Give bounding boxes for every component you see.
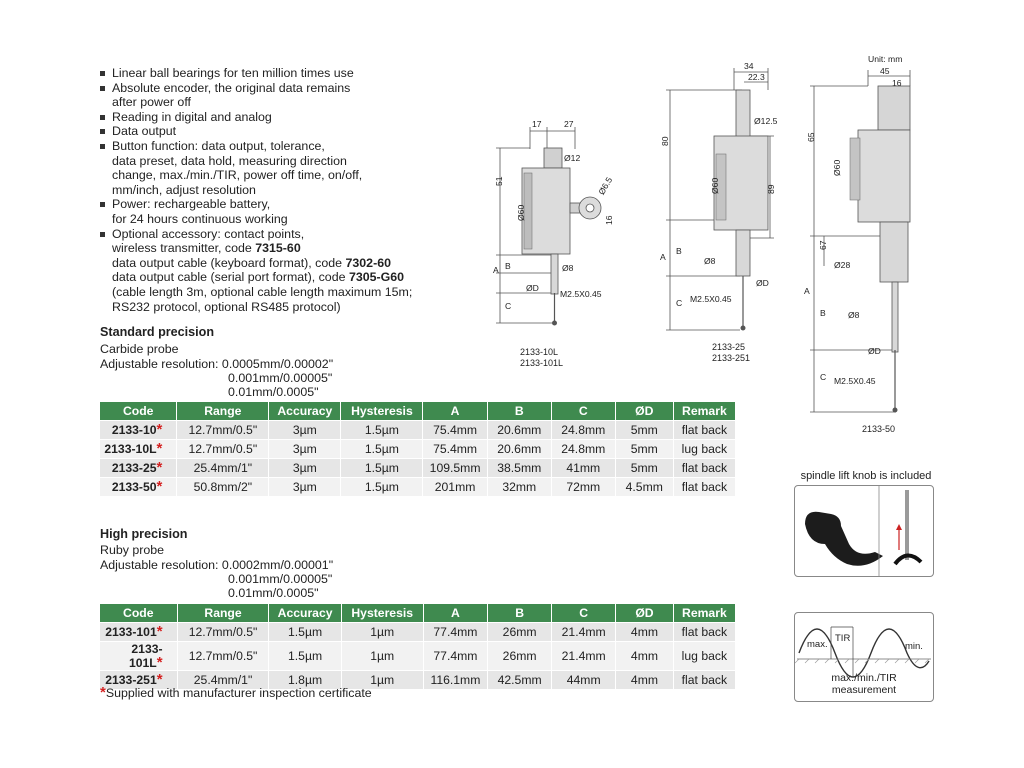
certificate-star: * — [156, 478, 163, 495]
d3-dim-dia60: Ø60 — [832, 159, 842, 176]
table-header-cell: B — [488, 604, 552, 623]
d2-caption-2: 2133-251 — [712, 353, 751, 363]
d3-dim-c: C — [820, 372, 827, 382]
table-cell: 44mm — [552, 671, 616, 690]
standard-resolution-1: 0.0005mm/0.00002" — [221, 357, 334, 371]
high-resolution — [100, 558, 333, 572]
table-cell: 12.7mm/0.5" — [177, 623, 269, 642]
table-cell-code — [100, 421, 177, 440]
d3-dim-thread: M2.5X0.45 — [834, 376, 876, 386]
d2-dim-dia8: Ø8 — [704, 256, 716, 266]
certificate-star: * — [156, 459, 163, 476]
table-cell: 20.6mm — [487, 421, 551, 440]
tir-label: TIR — [835, 633, 851, 644]
table-cell: 24.8mm — [551, 421, 615, 440]
d3-dim-dia28: Ø28 — [834, 260, 851, 270]
table-row — [100, 623, 736, 642]
table-header-cell: Code — [100, 402, 177, 421]
accessory-line2: wireless transmitter, code — [112, 241, 256, 256]
table-cell: 1µm — [341, 671, 423, 690]
code-text: 2133-101L — [128, 642, 163, 670]
d3-dim-a: A — [804, 286, 810, 296]
table-header-cell: Remark — [673, 402, 735, 421]
table-cell: 21.4mm — [552, 623, 616, 642]
d1-dim-a: A — [493, 265, 499, 275]
d1-dim-b: B — [505, 261, 511, 271]
table-cell: lug back — [673, 440, 735, 459]
table-cell: 1µm — [341, 642, 423, 671]
d2-dim-dia125: Ø12.5 — [754, 116, 778, 126]
d3-dim-d: ØD — [868, 346, 881, 356]
d1-caption-1: 2133-10L — [520, 347, 559, 357]
feature-line: Absolute encoder, the original data remains — [112, 80, 351, 95]
table-cell: flat back — [673, 623, 735, 642]
high-probe: Ruby probe — [100, 543, 165, 557]
code-text: 2133-10L — [104, 442, 157, 456]
d3-dim-h1: 65 — [806, 132, 816, 142]
high-resolution-2: 0.001mm/0.00005" — [228, 572, 333, 586]
table-header-cell: Range — [177, 402, 269, 421]
table-cell: 12.7mm/0.5" — [177, 440, 269, 459]
table-cell-code — [100, 623, 177, 642]
table-cell: 4.5mm — [615, 478, 673, 497]
standard-resolution-label: Adjustable resolution: — [100, 357, 222, 371]
table-header-cell: Code — [100, 604, 177, 623]
table-cell: 1.5µm — [269, 642, 341, 671]
table-row — [100, 421, 736, 440]
d2-dim-a: A — [660, 252, 666, 262]
tir-illustration — [795, 613, 933, 701]
code-text: 2133-25 — [111, 461, 157, 475]
table-cell: 42.5mm — [488, 671, 552, 690]
table-row — [100, 459, 736, 478]
d3-unit: Unit: mm — [868, 54, 903, 64]
high-resolution-1: 0.0002mm/0.00001" — [221, 558, 334, 572]
d2-dim-c: C — [676, 298, 683, 308]
table-cell: 1.5µm — [341, 421, 423, 440]
table-header-cell: Range — [177, 604, 269, 623]
table-cell: 25.4mm/1" — [177, 459, 269, 478]
d1-dim-w2: 27 — [564, 119, 574, 129]
d2-dim-d: ØD — [756, 278, 769, 288]
feature-item — [98, 139, 488, 197]
feature-list — [98, 66, 488, 314]
table-row — [100, 440, 736, 459]
feature-item — [98, 81, 488, 110]
table-cell: 3µm — [269, 459, 341, 478]
feature-line: Power: rechargeable battery, — [112, 197, 271, 212]
d2-dim-h2: 89 — [766, 184, 776, 194]
d1-dim-h: 51 — [494, 176, 504, 186]
table-cell: 1.5µm — [341, 459, 423, 478]
standard-precision-title: Standard precision — [100, 325, 215, 339]
table-cell: 75.4mm — [423, 421, 487, 440]
accessory-code-wireless: 7315-60 — [255, 241, 301, 256]
knob-panel — [794, 485, 934, 577]
certificate-star: * — [156, 654, 163, 671]
feature-line: mm/inch, adjust resolution — [112, 182, 256, 197]
d2-dim-b: B — [676, 246, 682, 256]
table-cell: 1.5µm — [341, 478, 423, 497]
table-cell: 109.5mm — [423, 459, 487, 478]
table-cell-code — [100, 440, 177, 459]
table-cell: 12.7mm/0.5" — [177, 421, 269, 440]
d3-dim-b: B — [820, 308, 826, 318]
d1-dim-h16: 16 — [604, 215, 614, 225]
d1-dim-w1: 17 — [532, 119, 542, 129]
d1-dim-dia60: Ø60 — [516, 204, 526, 221]
drawing-2133-50 — [800, 50, 920, 435]
certificate-star: * — [156, 623, 163, 640]
table-cell: 25.4mm/1" — [177, 671, 269, 690]
table-header-cell: A — [423, 402, 487, 421]
table-header-cell: ØD — [615, 402, 673, 421]
d2-dim-w1: 34 — [744, 61, 754, 71]
d1-dim-dia12: Ø12 — [564, 153, 581, 163]
code-text: 2133-101 — [105, 625, 157, 639]
table-cell: flat back — [673, 421, 735, 440]
accessory-line4: data output cable (serial port format), code — [112, 270, 349, 285]
high-spec-table — [100, 604, 736, 689]
table-cell: 3µm — [269, 440, 341, 459]
feature-line: Reading in digital and analog — [112, 109, 272, 124]
accessory-line6: RS232 protocol, optional RS485 protocol) — [112, 299, 341, 314]
table-cell: 38.5mm — [487, 459, 551, 478]
table-cell: flat back — [673, 478, 735, 497]
table-cell: 4mm — [616, 642, 674, 671]
high-resolution-label: Adjustable resolution: — [100, 558, 222, 572]
d3-dim-w2: 16 — [892, 78, 902, 88]
table-cell: 26mm — [488, 642, 552, 671]
knob-panel-title: spindle lift knob is included — [800, 470, 932, 482]
table-cell: 41mm — [551, 459, 615, 478]
code-text: 2133-10 — [111, 423, 157, 437]
certificate-star: * — [156, 671, 163, 688]
table-cell: 201mm — [423, 478, 487, 497]
certificate-star: * — [156, 440, 163, 457]
certificate-star: * — [156, 421, 163, 438]
tir-caption-1: max./min./TIR — [831, 672, 897, 684]
standard-probe: Carbide probe — [100, 342, 179, 356]
table-cell: 50.8mm/2" — [177, 478, 269, 497]
table-cell: 12.7mm/0.5" — [177, 642, 269, 671]
feature-line: Button function: data output, tolerance, — [112, 138, 325, 153]
footnote — [100, 686, 372, 700]
d3-dim-dia8: Ø8 — [848, 310, 860, 320]
tir-caption-2: measurement — [831, 684, 897, 696]
d2-caption-1: 2133-25 — [712, 342, 746, 352]
table-cell: 32mm — [487, 478, 551, 497]
feature-line: data preset, data hold, measuring direction — [112, 153, 347, 168]
d2-dim-h1: 80 — [660, 136, 670, 146]
d3-dim-h2: 67 — [818, 240, 828, 250]
table-header-cell: B — [487, 402, 551, 421]
feature-item — [98, 110, 488, 125]
table-cell: 116.1mm — [423, 671, 487, 690]
table-cell-code — [100, 459, 177, 478]
knob-illustration — [795, 486, 933, 576]
feature-item — [98, 124, 488, 139]
table-row — [100, 478, 736, 497]
table-header-cell: ØD — [616, 604, 674, 623]
standard-spec-table — [100, 402, 736, 496]
table-cell: 1µm — [341, 623, 423, 642]
standard-resolution — [100, 357, 333, 371]
feature-line: change, max./min./TIR, power off time, on/off, — [112, 168, 363, 183]
table-cell: 1.8µm — [269, 671, 341, 690]
table-header-cell: Accuracy — [269, 604, 341, 623]
d2-dim-thread: M2.5X0.45 — [690, 294, 732, 304]
feature-line: after power off — [112, 95, 191, 110]
d1-dim-dia8: Ø8 — [562, 263, 574, 273]
feature-item — [98, 197, 488, 226]
high-precision-title: High precision — [100, 527, 188, 541]
table-cell: 75.4mm — [423, 440, 487, 459]
tir-max-label: max. — [807, 639, 828, 650]
accessory-code-serial: 7305-G60 — [348, 270, 405, 285]
table-cell-code — [100, 642, 177, 671]
table-header-cell: C — [551, 402, 615, 421]
table-cell: flat back — [673, 671, 735, 690]
code-text: 2133-251 — [105, 673, 157, 687]
table-cell: 26mm — [488, 623, 552, 642]
accessory-line1: Optional accessory: contact points, — [112, 226, 305, 241]
table-cell: 5mm — [615, 440, 673, 459]
d1-dim-d: ØD — [526, 283, 539, 293]
table-header-cell: Accuracy — [269, 402, 341, 421]
standard-resolution-2: 0.001mm/0.00005" — [228, 371, 333, 385]
table-row — [100, 642, 736, 671]
table-cell: 3µm — [269, 478, 341, 497]
table-cell: 4mm — [616, 671, 674, 690]
drawing-2133-25 — [650, 60, 800, 370]
table-cell: 1.5µm — [269, 623, 341, 642]
accessory-line5: (cable length 3m, optional cable length maximum 15m; — [112, 284, 413, 299]
feature-line: Data output — [112, 124, 177, 139]
table-header-cell: A — [423, 604, 487, 623]
d2-dim-dia60: Ø60 — [710, 177, 720, 194]
table-cell: 24.8mm — [551, 440, 615, 459]
table-header-cell: Remark — [673, 604, 735, 623]
code-text: 2133-50 — [111, 480, 157, 494]
d3-caption-1: 2133-50 — [862, 424, 896, 434]
table-cell-code — [100, 478, 177, 497]
feature-line: for 24 hours continuous working — [112, 211, 288, 226]
table-cell: 1.5µm — [341, 440, 423, 459]
table-header-row — [100, 604, 736, 623]
table-header-cell: Hysteresis — [341, 402, 423, 421]
d2-dim-w2: 22.3 — [748, 72, 765, 82]
accessory-code-keyboard: 7302-60 — [345, 255, 391, 270]
table-cell: 5mm — [615, 459, 673, 478]
tir-min-label: min. — [905, 641, 923, 652]
d1-dim-dia65: Ø6.5 — [596, 175, 615, 197]
table-cell: 5mm — [615, 421, 673, 440]
high-resolution-3: 0.01mm/0.0005" — [228, 586, 319, 600]
table-header-cell: C — [552, 604, 616, 623]
d3-dim-w1: 45 — [880, 66, 890, 76]
table-cell: 4mm — [616, 623, 674, 642]
footnote-text: Supplied with manufacturer inspection certificate — [105, 686, 372, 700]
feature-item-accessory — [98, 227, 488, 315]
table-cell: 77.4mm — [423, 642, 487, 671]
table-cell: flat back — [673, 459, 735, 478]
accessory-line3: data output cable (keyboard format), code — [112, 255, 346, 270]
footnote-star: * — [100, 684, 106, 701]
tir-panel — [794, 612, 934, 702]
d1-dim-c: C — [505, 301, 512, 311]
table-header-cell: Hysteresis — [341, 604, 423, 623]
feature-line: Linear ball bearings for ten million times use — [112, 66, 354, 80]
d1-caption-2: 2133-101L — [520, 358, 564, 368]
table-cell: 20.6mm — [487, 440, 551, 459]
table-cell: 77.4mm — [423, 623, 487, 642]
d1-dim-thread: M2.5X0.45 — [560, 289, 602, 299]
table-cell: lug back — [673, 642, 735, 671]
standard-resolution-3: 0.01mm/0.0005" — [228, 385, 319, 399]
feature-item — [98, 66, 488, 81]
drawing-2133-10l — [490, 115, 620, 375]
table-cell: 3µm — [269, 421, 341, 440]
table-header-row — [100, 402, 736, 421]
table-cell: 21.4mm — [552, 642, 616, 671]
table-cell: 72mm — [551, 478, 615, 497]
